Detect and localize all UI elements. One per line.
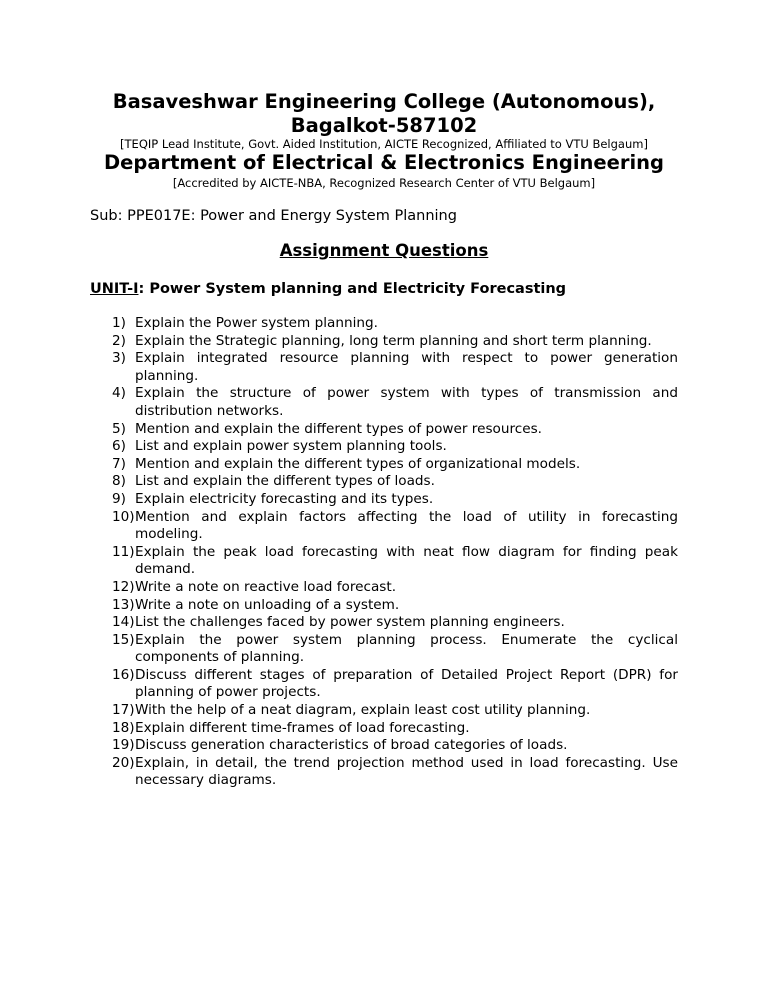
question-item [90,315,678,333]
question-item [90,350,678,385]
question-number: 18) [112,719,135,736]
question-number: 19) [112,737,135,754]
question-number: 11) [112,543,135,560]
question-text: Explain different time-frames of load forecasting. [135,719,470,736]
question-item [90,385,678,420]
question-number: 20) [112,754,135,771]
question-number: 2) [112,332,126,349]
question-text: List and explain power system planning tools. [135,438,447,455]
question-number: 13) [112,596,135,613]
question-item [90,632,678,667]
question-number: 5) [112,420,126,437]
question-item [90,438,678,456]
question-text: Explain the structure of power system with types of transmission and distribution networks. [135,385,678,419]
question-text: Explain, in detail, the trend projection method used in load forecasting. Use necessary diagrams. [135,754,678,789]
question-number: 10) [112,508,135,525]
question-number: 12) [112,578,135,595]
question-text: Mention and explain the different types of power resources. [135,420,542,437]
question-item [90,456,678,474]
question-text: Mention and explain factors affecting the load of utility in forecasting modeling. [135,508,678,543]
question-item [90,720,678,738]
question-number: 8) [112,473,126,490]
question-number: 1) [112,315,126,331]
question-text: Explain integrated resource planning with respect to power generation planning. [135,350,678,384]
unit-label: UNIT-I [90,281,139,297]
question-text: Explain the Strategic planning, long term planning and short term planning. [135,332,652,349]
question-number: 7) [112,455,126,472]
question-text: With the help of a neat diagram, explain least cost utility planning. [135,702,591,719]
question-item [90,667,678,702]
subject-line: Sub: PPE017E: Power and Energy System Planning [90,208,457,224]
college-name-line2: Bagalkot-587102 [290,114,478,137]
question-number: 14) [112,614,135,631]
unit-title: : Power System planning and Electricity Forecasting [138,281,567,297]
question-number: 17) [112,702,135,719]
question-number: 15) [112,631,135,648]
question-text: List and explain the different types of loads. [135,473,435,490]
question-item [90,491,678,509]
question-item [90,473,678,491]
question-number: 16) [112,666,135,683]
question-item [90,421,678,439]
question-item [90,755,678,790]
question-item [90,702,678,720]
question-text: List the challenges faced by power system planning engineers. [135,614,565,631]
college-note: [TEQIP Lead Institute, Govt. Aided Institution, AICTE Recognized, Affiliated to VTU Belgaum] [120,137,648,151]
department-name: Department of Electrical & Electronics Engineering [103,151,665,174]
assignment-title: Assignment Questions [279,241,489,260]
question-number: 6) [112,438,126,455]
unit-heading [90,280,566,298]
question-text: Explain electricity forecasting and its types. [135,490,434,507]
question-text: Discuss different stages of preparation of Detailed Project Report (DPR) for planning of power projects. [135,666,678,701]
question-item [90,333,678,351]
department-note: [Accredited by AICTE-NBA, Recognized Research Center of VTU Belgaum] [172,176,596,190]
college-name [60,90,708,138]
question-text: Explain the peak load forecasting with neat flow diagram for finding peak demand. [135,543,678,578]
question-list [90,315,678,790]
question-item [90,614,678,632]
question-text: Explain the Power system planning. [135,315,378,331]
question-text: Discuss generation characteristics of broad categories of loads. [135,737,568,754]
question-number: 3) [112,350,126,367]
college-name-line1: Basaveshwar Engineering College (Autonomous), [112,90,656,113]
question-text: Write a note on unloading of a system. [135,596,400,613]
question-item [90,737,678,755]
question-item [90,509,678,544]
question-number: 9) [112,490,126,507]
question-text: Explain the power system planning process. Enumerate the cyclical components of planning. [135,631,678,666]
question-text: Write a note on reactive load forecast. [135,578,397,595]
question-item [90,544,678,579]
question-item [90,597,678,615]
question-number: 4) [112,385,126,402]
question-text: Mention and explain the different types of organizational models. [135,455,581,472]
question-item [90,579,678,597]
